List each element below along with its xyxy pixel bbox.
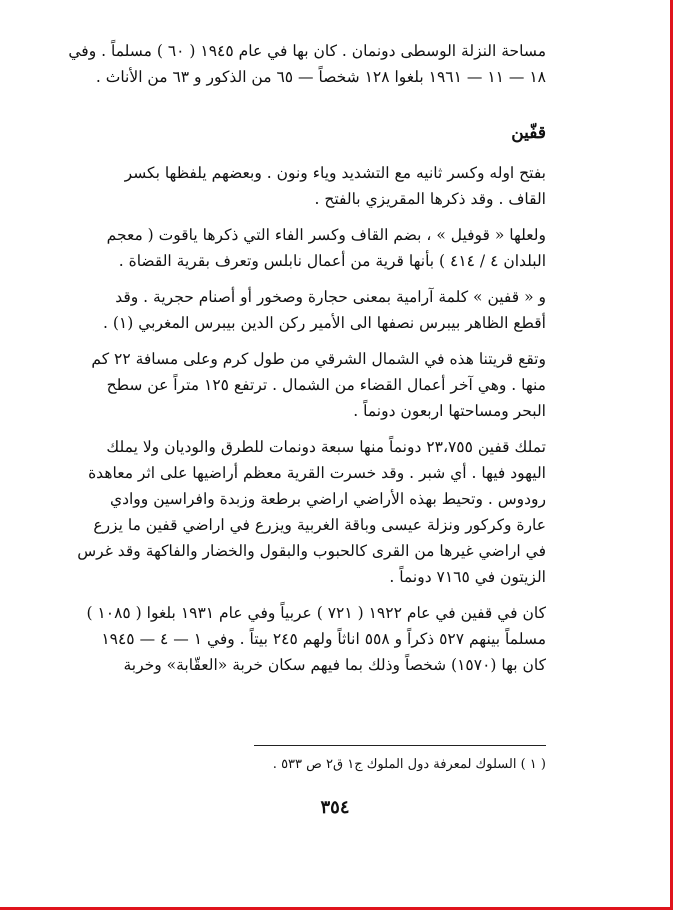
text-line: ولعلها « قوفيل » ، بضم القاف وكسر الفاء التي ذكرها ياقوت ( معجم bbox=[106, 226, 546, 244]
paragraph-pronunciation bbox=[66, 160, 546, 212]
text-line: البحر ومساحتها اربعون دونماً . bbox=[353, 402, 546, 420]
text-line: في اراضي غيرها من القرى كالحبوب والبقول والخضار والفاكهة وقد غرس bbox=[77, 542, 546, 560]
text-line: وتقع قريتنا هذه في الشمال الشرقي من طول كرم وعلى مسافة ٢٢ كم bbox=[91, 350, 546, 368]
paragraph-population bbox=[66, 600, 546, 678]
page-body bbox=[66, 38, 546, 678]
text-line: البلدان ٤ / ٤١٤ ) بأنها قرية من أعمال نابلس وتعرف بقرية القضاة . bbox=[118, 252, 546, 270]
paragraph-location bbox=[66, 346, 546, 424]
text-line: منها . وهي آخر أعمال القضاء من الشمال . ترتفع ١٢٥ متراً عن سطح bbox=[106, 376, 546, 394]
text-line: تملك قفين ٢٣،٧٥٥ دونماً منها سبعة دونمات للطرق والوديان ولا يملك bbox=[106, 438, 546, 456]
paragraph-lands bbox=[66, 434, 546, 590]
text-line: كان في قفين في عام ١٩٢٢ ( ٧٢١ ) عربياً وفي عام ١٩٣١ بلغوا ( ١٠٨٥ ) bbox=[86, 604, 546, 622]
text-line: كان بها (١٥٧٠) شخصاً وذلك بما فيهم سكان خربة «العقّابة» وخربة bbox=[123, 656, 546, 674]
section-title: قفّين bbox=[511, 123, 546, 143]
footnote: ( ١ ) السلوك لمعرفة دول الملوك ج١ ق٢ ص ٥٣٣ . bbox=[272, 757, 546, 772]
text-line: عارة وكركور ونزلة عيسى وباقة الغربية ويزرع في اراضي قفين ما يزرع bbox=[93, 516, 546, 534]
paragraph-etymology bbox=[66, 284, 546, 336]
page-number: ٣٥٤ bbox=[320, 797, 350, 818]
text-line: مساحة النزلة الوسطى دونمان . كان بها في عام ١٩٤٥ ( ٦٠ ) مسلماً . وفي bbox=[68, 42, 546, 60]
footnote-divider bbox=[254, 745, 546, 746]
text-line: و « قفين » كلمة آرامية بمعنى حجارة وصخور أو أصنام حجرية . وقد bbox=[115, 288, 546, 306]
text-line: القاف . وقد ذكرها المقريزي بالفتح . bbox=[314, 190, 546, 208]
text-line: رودوس . وتحيط بهذه الأراضي اراضي برطعة وزبدة وافراسين ووادي bbox=[109, 490, 546, 508]
text-line: مسلماً بينهم ٥٢٧ ذكراً و ٥٥٨ اناثاً ولهم ٢٤٥ بيتاً . وفي ١ — ٤ — ١٩٤٥ bbox=[101, 630, 546, 648]
text-line: اليهود فيها . أي شبر . وقد خسرت القرية معظم أراضيها على اثر معاهدة bbox=[88, 464, 546, 482]
intro-paragraph bbox=[66, 38, 546, 90]
text-line: بفتح اوله وكسر ثانيه مع التشديد وياء ونون . وبعضهم يلفظها بكسر bbox=[124, 164, 546, 182]
paragraph-yaqut bbox=[66, 222, 546, 274]
text-line: الزيتون في ٧١٦٥ دونماً . bbox=[389, 568, 546, 586]
text-line: ١٨ — ١١ — ١٩٦١ بلغوا ١٢٨ شخصاً — ٦٥ من الذكور و ٦٣ من الأناث . bbox=[95, 68, 546, 86]
text-line: أقطع الظاهر بيبرس نصفها الى الأمير ركن الدين بيبرس المغربي (١) . bbox=[103, 314, 546, 332]
